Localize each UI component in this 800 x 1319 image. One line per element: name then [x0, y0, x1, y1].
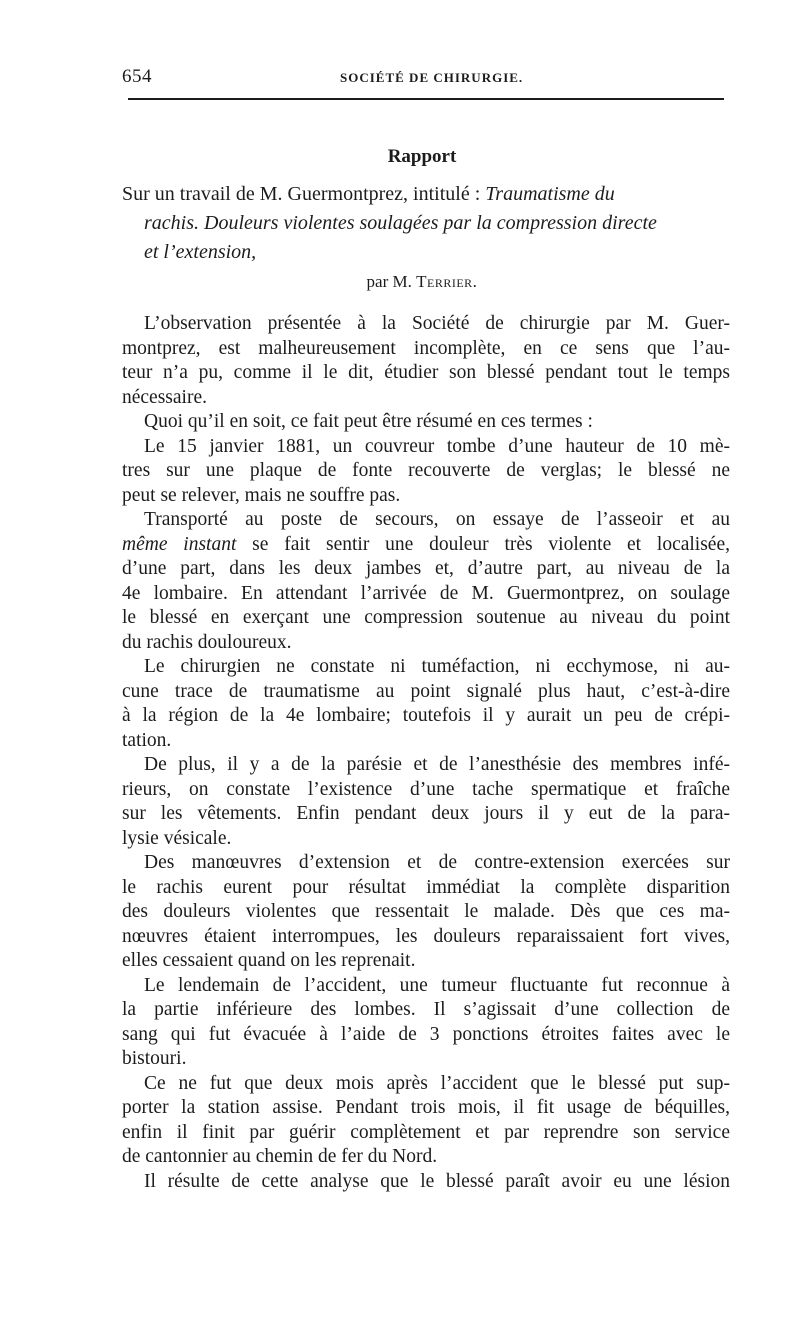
running-head — [122, 66, 722, 90]
text-line: de cantonnier au chemin de fer du Nord. — [122, 1146, 438, 1167]
text-line: Il résulte de cette analyse que le blessé paraît avoir eu une lésion — [144, 1170, 730, 1192]
text-line: peut se relever, mais ne souffre pas. — [122, 484, 401, 506]
subject-italic-2: rachis. Douleurs violentes soulagées par la compression directe — [144, 212, 657, 234]
section-title: Rapport — [387, 146, 457, 167]
text-line: L’observation présentée à la Société de chirurgie par M. Guer- — [144, 313, 730, 334]
author-line — [122, 272, 722, 292]
text-line: la partie inférieure des lombes. Il s’agissait d’une collection de — [122, 999, 730, 1020]
text-line: elles cessaient quand on les reprenait. — [122, 950, 416, 971]
report-subject — [122, 180, 730, 267]
subject-italic-3: et l’extension, — [144, 241, 257, 263]
italic-phrase: même instant — [122, 533, 237, 555]
text-line: sur les vêtements. Enfin pendant deux jours il y eut de la para- — [122, 803, 730, 824]
text-line: nécessaire. — [122, 386, 207, 408]
subject-plain-text: Sur un travail de M. Guermontprez, intitulé : — [122, 183, 486, 205]
subject-line-2 — [122, 209, 730, 238]
text-line: 4e lombaire. En attendant l’arrivée de M. Guermontprez, on soulage — [122, 582, 730, 604]
text-line: bistouri. — [122, 1048, 187, 1069]
text-line: tation. — [122, 729, 172, 751]
text-line: sang qui fut évacuée à l’aide de 3 ponctions étroites faites avec le — [122, 1023, 730, 1045]
text-line: cune trace de traumatisme au point signalé plus haut, c’est-à-dire — [122, 680, 730, 702]
text-line: Ce ne fut que deux mois après l’accident que le blessé put sup- — [144, 1072, 730, 1094]
text-line: porter la station assise. Pendant trois mois, il fit usage de béquilles, — [122, 1097, 730, 1118]
header-rule — [128, 98, 724, 100]
text-line: du rachis douloureux. — [122, 631, 292, 653]
plain-phrase: se fait sentir une douleur très violente et localisée, — [236, 533, 730, 555]
author-prefix: par M. — [366, 272, 417, 291]
text-line: Des manœuvres d’extension et de contre-extension exercées sur — [144, 852, 730, 873]
text-line: Le lendemain de l’accident, une tumeur fluctuante fut reconnue à — [144, 974, 730, 996]
text-line: montprez, est malheureusement incomplète, en ce sens que l’au- — [122, 337, 730, 359]
text-line: à la région de la 4e lombaire; toutefois il y aurait un peu de crépi- — [122, 705, 730, 726]
text-line: tres sur une plaque de fonte recouverte de verglas; le blessé ne — [122, 460, 730, 481]
text-line: Le 15 janvier 1881, un couvreur tombe d’une hauteur de 10 mè- — [144, 435, 730, 457]
journal-title: SOCIÉTÉ DE CHIRURGIE. — [340, 70, 524, 85]
text-line: le blessé en exerçant une compression soutenue au niveau du point — [122, 607, 730, 628]
text-line: Le chirurgien ne constate ni tuméfaction, ni ecchymose, ni au- — [144, 656, 730, 677]
subject-line-3 — [122, 238, 730, 267]
text-line: lysie vésicale. — [122, 827, 232, 849]
subject-italic-1: Traumatisme du — [485, 183, 615, 205]
page-number: 654 — [122, 66, 152, 87]
text-line: d’une part, dans les deux jambes et, d’autre part, au niveau de la — [122, 558, 730, 579]
text-line: teur n’a pu, comme il le dit, étudier son blessé pendant tout le temps — [122, 362, 730, 383]
subject-line-1 — [122, 180, 730, 209]
text-line: Quoi qu’il en soit, ce fait peut être résumé en ces termes : — [144, 411, 593, 432]
text-line: nœuvres étaient interrompues, les douleurs reparaissaient fort vives, — [122, 925, 730, 947]
body-text — [122, 312, 730, 1194]
text-line: De plus, il y a de la parésie et de l’anesthésie des membres infé- — [144, 754, 730, 775]
text-line: rieurs, on constate l’existence d’une tache spermatique et fraîche — [122, 778, 730, 800]
text-line: enfin il finit par guérir complètement et par reprendre son service — [122, 1121, 730, 1143]
text-line-mixed — [122, 533, 730, 558]
text-line: le rachis eurent pour résultat immédiat la complète disparition — [122, 876, 730, 898]
author-name: Terrier. — [416, 272, 478, 291]
text-line: des douleurs violentes que ressentait le malade. Dès que ces ma- — [122, 901, 730, 922]
text-line: Transporté au poste de secours, on essaye de l’asseoir et au — [144, 509, 730, 530]
